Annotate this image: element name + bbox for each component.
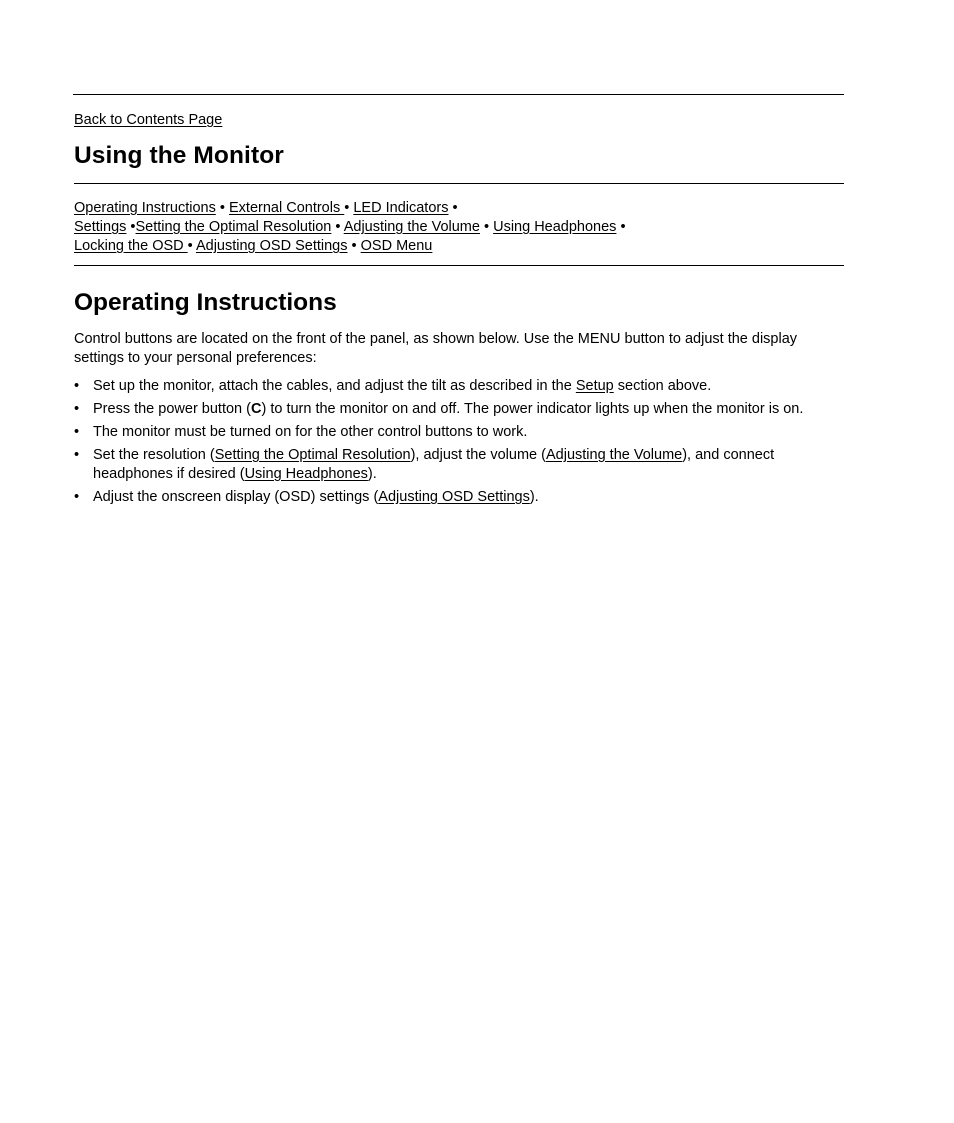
list-item [74,423,843,442]
nav-line-1 [74,199,844,218]
list-item [74,488,843,507]
list-item-text: Set up the monitor, attach the cables, and adjust the tilt as described in the [93,378,576,394]
adjusting-osd-settings-link[interactable]: Adjusting OSD Settings [378,489,530,505]
title-divider [74,183,844,184]
nav-separator: • [331,219,344,235]
nav-link-osd-menu[interactable]: OSD Menu [360,238,433,254]
nav-link-adjusting-volume[interactable]: Adjusting the Volume [343,219,480,235]
nav-link-locking-osd[interactable]: Locking the OSD [74,238,188,254]
list-item [74,446,843,484]
bullet-icon: • [74,401,80,417]
list-item-text: ), and connect headphones if desired ( [93,447,775,482]
nav-line-3 [74,237,844,256]
power-icon: C [250,401,262,417]
nav-link-settings[interactable]: Settings [74,219,127,235]
setup-link[interactable]: Setup [575,378,614,394]
section-title: Operating Instructions [74,289,337,316]
nav-link-external-controls[interactable]: External Controls [229,200,345,216]
list-item-text: ). [529,489,539,505]
top-divider [73,94,844,95]
bullet-icon: • [74,447,80,463]
list-item-text: ). [367,466,377,482]
list-item [74,400,843,419]
document-page [74,94,844,511]
nav-separator: • [344,200,354,216]
nav-separator: • [347,238,361,254]
page-title: Using the Monitor [74,142,284,169]
nav-separator: • [448,200,458,216]
list-item-text: ) to turn the monitor on and off. The power indicator lights up when the monitor is on. [261,401,804,417]
nav-link-using-headphones[interactable]: Using Headphones [493,219,617,235]
bullet-icon: • [74,378,80,394]
nav-separator: • [126,219,136,235]
nav-line-2 [74,218,844,237]
bullet-icon: • [74,489,80,505]
adjusting-volume-link[interactable]: Adjusting the Volume [545,447,683,463]
list-item-text: ), adjust the volume ( [410,447,546,463]
bullet-icon: • [74,424,80,440]
nav-link-operating-instructions[interactable]: Operating Instructions [74,200,216,216]
nav-link-setting-optimal-resolution[interactable]: Setting the Optimal Resolution [135,219,332,235]
nav-separator: • [616,219,626,235]
nav-divider [74,265,844,266]
nav-separator: • [187,238,196,254]
nav-separator: • [479,219,494,235]
section-nav [74,199,844,256]
using-headphones-link[interactable]: Using Headphones [244,466,368,482]
back-to-contents-link[interactable]: Back to Contents Page [74,112,223,128]
list-item-text: Set the resolution ( [93,447,215,463]
nav-link-led-indicators[interactable]: LED Indicators [353,200,449,216]
nav-separator: • [215,200,229,216]
list-item [74,377,843,396]
optimal-resolution-link[interactable]: Setting the Optimal Resolution [214,447,411,463]
nav-link-adjusting-osd-settings[interactable]: Adjusting OSD Settings [195,238,348,254]
list-item-text: Adjust the onscreen display (OSD) settings ( [93,489,379,505]
list-item-text: The monitor must be turned on for the other control buttons to work. [93,424,528,440]
list-item-text: section above. [613,378,712,394]
instruction-list [74,377,844,507]
section-intro: Control buttons are located on the front of the panel, as shown below. Use the MENU button to adjust the display settings to your personal preferences: [74,331,798,366]
list-item-text: Press the power button ( [93,401,251,417]
